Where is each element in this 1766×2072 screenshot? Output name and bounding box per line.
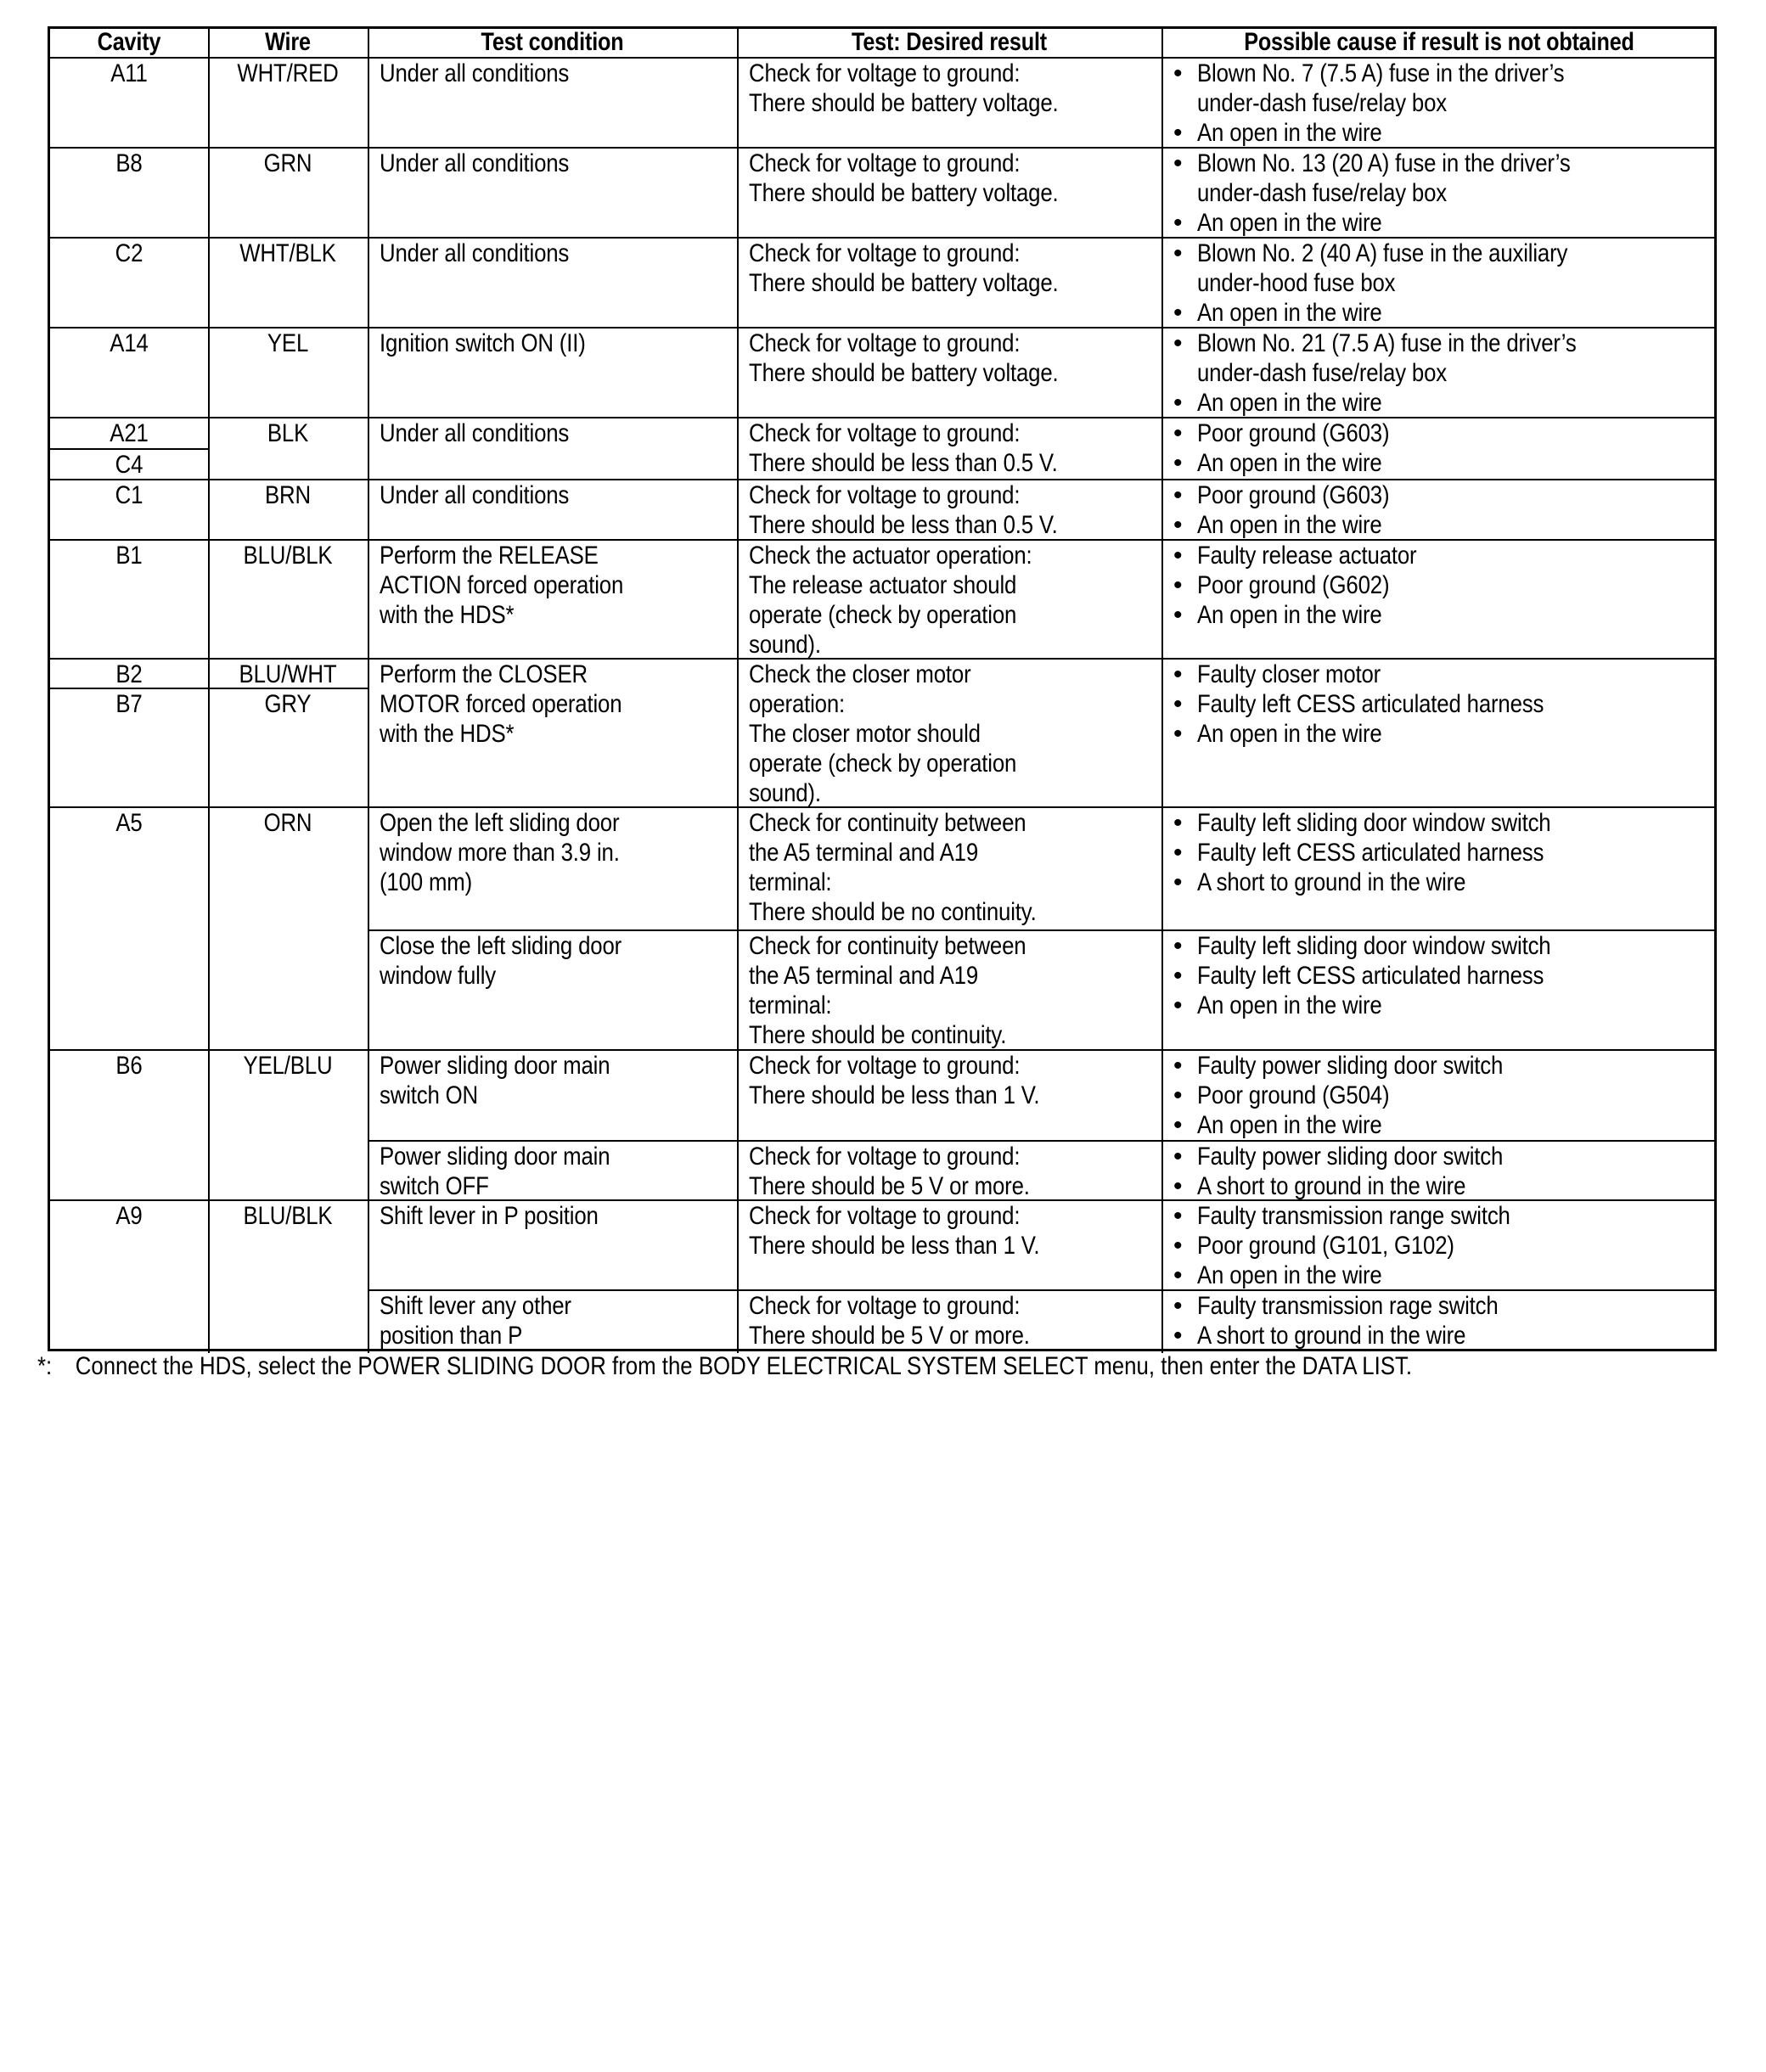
test-condition-text: Under all conditions [380, 239, 570, 267]
header-wire [208, 29, 368, 59]
column-divider [1161, 29, 1163, 1353]
possible-cause-list [1173, 59, 1717, 148]
possible-cause-text: under-dash fuse/relay box [1197, 89, 1448, 117]
possible-cause-list [1173, 239, 1717, 328]
possible-cause-list [1173, 931, 1717, 1020]
possible-cause-item [1173, 418, 1717, 448]
possible-cause-text: under-dash fuse/relay box [1197, 359, 1448, 387]
test-condition-text: Ignition switch ON (II) [380, 329, 586, 357]
possible-cause-item [1173, 480, 1717, 510]
test-condition-text: switch ON [380, 1081, 479, 1109]
possible-cause-text: Faulty closer motor [1197, 660, 1381, 688]
bullet-icon: • [1173, 1052, 1183, 1080]
possible-cause-item [1173, 1291, 1717, 1321]
cavity-label: B6 [115, 1052, 143, 1080]
possible-cause-cell [1173, 660, 1717, 808]
test-condition-text: MOTOR forced operation [380, 690, 622, 718]
possible-cause-text: Blown No. 21 (7.5 A) fuse in the driver’s [1197, 329, 1577, 357]
wire-cell [208, 239, 368, 328]
bullet-icon: • [1173, 809, 1183, 837]
footnote-text: Connect the HDS, select the POWER SLIDING DOOR from the BODY ELECTRICAL SYSTEM SELECT menu, then enter the DATA LIST. [75, 1352, 1413, 1380]
cavity-label: B7 [115, 690, 143, 718]
desired-result-text: There should be continuity. [749, 1021, 1007, 1049]
desired-result-text: Check for voltage to ground: [749, 59, 1021, 87]
wire-color-label: GRY [264, 690, 312, 718]
test-condition-cell [380, 808, 737, 931]
desired-result-text: Check for continuity between [749, 809, 1026, 837]
possible-cause-item [1173, 1110, 1717, 1140]
test-condition-cell [380, 660, 737, 808]
possible-cause-item [1173, 149, 1717, 208]
possible-cause-list [1173, 480, 1717, 540]
bullet-icon: • [1173, 299, 1183, 327]
possible-cause-cell [1173, 328, 1717, 418]
cavity-label: C1 [115, 481, 143, 509]
desired-result-text: operate (check by operation [749, 601, 1017, 629]
possible-cause-text: Poor ground (G603) [1197, 419, 1390, 447]
possible-cause-text: Faulty release actuator [1197, 542, 1417, 570]
possible-cause-text: Faulty transmission rage switch [1197, 1292, 1499, 1320]
possible-cause-list [1173, 328, 1717, 418]
possible-cause-list [1173, 1291, 1717, 1350]
cavity-label: B8 [115, 149, 143, 177]
possible-cause-text: An open in the wire [1197, 299, 1382, 327]
cavity-cell [50, 808, 208, 1051]
possible-cause-list [1173, 1201, 1717, 1290]
test-condition-cell [380, 1201, 737, 1291]
desired-result-text: sound). [749, 779, 821, 807]
cavity-label: B1 [115, 542, 143, 570]
bullet-icon: • [1173, 991, 1183, 1019]
bullet-icon: • [1173, 239, 1183, 267]
bullet-icon: • [1173, 481, 1183, 509]
possible-cause-item [1173, 719, 1717, 749]
desired-result-text: Check for voltage to ground: [749, 1052, 1021, 1080]
wire-color-label: BLK [267, 419, 309, 447]
header-desired-result-label: Test: Desired result [851, 28, 1048, 56]
test-condition-text: Under all conditions [380, 149, 570, 177]
test-condition-text: position than P [380, 1322, 523, 1350]
bullet-icon: • [1173, 868, 1183, 896]
bullet-icon: • [1173, 149, 1183, 177]
cavity-cell [50, 149, 208, 239]
test-condition-text: Shift lever in P position [380, 1202, 599, 1230]
possible-cause-item [1173, 388, 1717, 418]
possible-cause-cell [1173, 59, 1717, 149]
possible-cause-item [1173, 1321, 1717, 1350]
bullet-icon: • [1173, 720, 1183, 748]
possible-cause-text: Faulty transmission range switch [1197, 1202, 1510, 1230]
test-condition-cell [380, 239, 737, 328]
bullet-icon: • [1173, 1232, 1183, 1260]
header-possible-cause-label: Possible cause if result is not obtained [1244, 28, 1634, 56]
possible-cause-cell [1173, 480, 1717, 541]
possible-cause-text: Blown No. 13 (20 A) fuse in the driver’s [1197, 149, 1571, 177]
desired-result-cell [749, 328, 1161, 418]
possible-cause-item [1173, 808, 1717, 838]
possible-cause-list [1173, 418, 1717, 478]
wire-color-label: BLU/BLK [243, 1202, 333, 1230]
desired-result-cell [749, 1051, 1161, 1142]
test-condition-cell [380, 59, 737, 149]
test-condition-text: Under all conditions [380, 481, 570, 509]
desired-result-text: Check for voltage to ground: [749, 1292, 1021, 1320]
bullet-icon: • [1173, 119, 1183, 147]
desired-result-text: terminal: [749, 991, 832, 1019]
header-desired-result [737, 29, 1161, 59]
possible-cause-text: Poor ground (G602) [1197, 571, 1390, 599]
possible-cause-item [1173, 1051, 1717, 1081]
header-test-condition-label: Test condition [481, 28, 624, 56]
desired-result-cell [749, 1142, 1161, 1201]
cavity-cell [50, 1051, 208, 1201]
test-condition-text: Perform the CLOSER [380, 660, 588, 688]
possible-cause-item [1173, 328, 1717, 388]
desired-result-text: Check for voltage to ground: [749, 1202, 1021, 1230]
bullet-icon: • [1173, 1202, 1183, 1230]
desired-result-text: operation: [749, 690, 846, 718]
wire-cell [208, 418, 368, 480]
possible-cause-item [1173, 239, 1717, 298]
test-condition-text: Open the left sliding door [380, 809, 620, 837]
wire-cell [208, 149, 368, 239]
wire-cell [208, 480, 368, 541]
possible-cause-list [1173, 1051, 1717, 1140]
bullet-icon: • [1173, 389, 1183, 417]
cavity-label: A9 [115, 1202, 143, 1230]
bullet-icon: • [1173, 660, 1183, 688]
possible-cause-text: A short to ground in the wire [1197, 1322, 1466, 1350]
desired-result-text: There should be battery voltage. [749, 269, 1059, 297]
cavity-cell [50, 689, 208, 808]
wire-color-label: BLU/WHT [239, 660, 337, 688]
test-condition-text: Under all conditions [380, 419, 570, 447]
possible-cause-item [1173, 570, 1717, 600]
desired-result-cell [749, 149, 1161, 239]
desired-result-text: There should be 5 V or more. [749, 1322, 1030, 1350]
wire-color-label: WHT/RED [237, 59, 339, 87]
bullet-icon: • [1173, 839, 1183, 867]
bullet-icon: • [1173, 1322, 1183, 1350]
desired-result-text: There should be less than 0.5 V. [749, 449, 1058, 477]
cavity-cell [50, 418, 208, 450]
bullet-icon: • [1173, 1292, 1183, 1320]
desired-result-text: Check for voltage to ground: [749, 329, 1021, 357]
header-wire-label: Wire [265, 28, 311, 56]
possible-cause-text: Blown No. 2 (40 A) fuse in the auxiliary [1197, 239, 1568, 267]
possible-cause-item [1173, 1171, 1717, 1201]
test-condition-text: with the HDS* [380, 720, 515, 748]
test-condition-cell [380, 1051, 737, 1142]
desired-result-cell [749, 931, 1161, 1051]
possible-cause-item [1173, 118, 1717, 148]
header-possible-cause [1161, 29, 1717, 59]
possible-cause-text: Faulty left sliding door window switch [1197, 932, 1551, 960]
possible-cause-text: An open in the wire [1197, 601, 1382, 629]
possible-cause-item [1173, 689, 1717, 719]
possible-cause-item [1173, 991, 1717, 1020]
cavity-cell [50, 660, 208, 689]
possible-cause-cell [1173, 418, 1717, 480]
desired-result-text: the A5 terminal and A19 [749, 962, 979, 990]
possible-cause-cell [1173, 931, 1717, 1051]
possible-cause-cell [1173, 149, 1717, 239]
cavity-label: A21 [110, 419, 149, 447]
possible-cause-list [1173, 541, 1717, 630]
possible-cause-list [1173, 808, 1717, 897]
desired-result-text: operate (check by operation [749, 750, 1017, 778]
possible-cause-text: Poor ground (G603) [1197, 481, 1390, 509]
possible-cause-item [1173, 660, 1717, 689]
desired-result-cell [749, 660, 1161, 808]
possible-cause-cell [1173, 541, 1717, 660]
possible-cause-cell [1173, 239, 1717, 328]
cavity-label: A5 [115, 809, 143, 837]
possible-cause-cell [1173, 808, 1717, 931]
possible-cause-text: Faulty left CESS articulated harness [1197, 839, 1544, 867]
cavity-cell [50, 480, 208, 541]
bullet-icon: • [1173, 571, 1183, 599]
header-cavity-label: Cavity [97, 28, 161, 56]
desired-result-text: Check for voltage to ground: [749, 149, 1021, 177]
footnote [37, 1351, 1412, 1381]
possible-cause-item [1173, 298, 1717, 328]
wire-cell [208, 59, 368, 149]
desired-result-text: There should be less than 1 V. [749, 1232, 1040, 1260]
bullet-icon: • [1173, 209, 1183, 237]
test-condition-text: window fully [380, 962, 497, 990]
test-condition-text: Perform the RELEASE [380, 542, 599, 570]
test-condition-text: Under all conditions [380, 59, 570, 87]
footnote-marker: *: [37, 1352, 53, 1380]
test-condition-text: (100 mm) [380, 868, 473, 896]
possible-cause-text: An open in the wire [1197, 209, 1382, 237]
cavity-label: C4 [115, 450, 143, 479]
desired-result-text: Check for voltage to ground: [749, 419, 1021, 447]
desired-result-text: There should be less than 1 V. [749, 1081, 1040, 1109]
desired-result-text: There should be battery voltage. [749, 359, 1059, 387]
desired-result-text: Check the closer motor [749, 660, 971, 688]
possible-cause-item [1173, 838, 1717, 868]
wire-color-label: YEL [267, 329, 309, 357]
bullet-icon: • [1173, 962, 1183, 990]
desired-result-text: Check for voltage to ground: [749, 1143, 1021, 1171]
possible-cause-text: An open in the wire [1197, 449, 1382, 477]
test-condition-text: Power sliding door main [380, 1143, 610, 1171]
possible-cause-cell [1173, 1201, 1717, 1291]
desired-result-text: There should be battery voltage. [749, 179, 1059, 207]
test-condition-cell [380, 931, 737, 1051]
possible-cause-text: An open in the wire [1197, 720, 1382, 748]
test-condition-text: window more than 3.9 in. [380, 839, 620, 867]
test-condition-text: with the HDS* [380, 601, 515, 629]
cavity-label: B2 [115, 660, 143, 688]
cavity-cell [50, 1201, 208, 1353]
desired-result-text: terminal: [749, 868, 832, 896]
test-condition-cell [380, 1291, 737, 1353]
test-condition-cell [380, 480, 737, 541]
bullet-icon: • [1173, 932, 1183, 960]
desired-result-text: The release actuator should [749, 571, 1017, 599]
possible-cause-text: Poor ground (G101, G102) [1197, 1232, 1454, 1260]
desired-result-cell [749, 1291, 1161, 1353]
possible-cause-list [1173, 660, 1717, 749]
cavity-cell [50, 328, 208, 418]
possible-cause-item [1173, 1142, 1717, 1171]
possible-cause-item [1173, 931, 1717, 961]
possible-cause-text: Blown No. 7 (7.5 A) fuse in the driver’s [1197, 59, 1565, 87]
desired-result-text: There should be 5 V or more. [749, 1172, 1030, 1200]
test-condition-text: Close the left sliding door [380, 932, 622, 960]
possible-cause-text: Poor ground (G504) [1197, 1081, 1390, 1109]
possible-cause-text: An open in the wire [1197, 1111, 1382, 1139]
possible-cause-item [1173, 1231, 1717, 1261]
desired-result-cell [749, 541, 1161, 660]
wire-color-label: GRN [263, 149, 312, 177]
possible-cause-item [1173, 448, 1717, 478]
bullet-icon: • [1173, 59, 1183, 87]
desired-result-cell [749, 480, 1161, 541]
desired-result-cell [749, 1201, 1161, 1291]
bullet-icon: • [1173, 1081, 1183, 1109]
possible-cause-item [1173, 1081, 1717, 1110]
possible-cause-text: An open in the wire [1197, 991, 1382, 1019]
possible-cause-list [1173, 149, 1717, 238]
wire-cell [208, 541, 368, 660]
possible-cause-text: An open in the wire [1197, 119, 1382, 147]
possible-cause-item [1173, 59, 1717, 118]
bullet-icon: • [1173, 690, 1183, 718]
cavity-cell [50, 239, 208, 328]
cavity-cell [50, 59, 208, 149]
possible-cause-item [1173, 541, 1717, 570]
desired-result-text: The closer motor should [749, 720, 981, 748]
desired-result-text: There should be no continuity. [749, 898, 1037, 926]
wire-cell [208, 808, 368, 1051]
possible-cause-text: Faulty power sliding door switch [1197, 1143, 1504, 1171]
test-condition-text: ACTION forced operation [380, 571, 624, 599]
wire-color-label: BRN [265, 481, 311, 509]
cavity-label: C2 [115, 239, 143, 267]
column-divider [368, 29, 369, 1353]
test-condition-cell [380, 328, 737, 418]
desired-result-cell [749, 808, 1161, 931]
possible-cause-text: under-dash fuse/relay box [1197, 179, 1448, 207]
desired-result-text: sound). [749, 631, 821, 659]
possible-cause-text: Faulty left CESS articulated harness [1197, 690, 1544, 718]
test-condition-cell [380, 149, 737, 239]
troubleshooting-table [48, 26, 1717, 1351]
test-condition-text: Power sliding door main [380, 1052, 610, 1080]
desired-result-text: Check for continuity between [749, 932, 1026, 960]
test-condition-text: Shift lever any other [380, 1292, 571, 1320]
desired-result-text: Check for voltage to ground: [749, 481, 1021, 509]
bullet-icon: • [1173, 1111, 1183, 1139]
possible-cause-item [1173, 600, 1717, 630]
possible-cause-item [1173, 1201, 1717, 1231]
header-test-condition [368, 29, 737, 59]
possible-cause-text: Faulty left CESS articulated harness [1197, 962, 1544, 990]
column-divider [737, 29, 739, 1353]
possible-cause-item [1173, 961, 1717, 991]
desired-result-text: There should be less than 0.5 V. [749, 511, 1058, 539]
possible-cause-item [1173, 510, 1717, 540]
cavity-cell [50, 450, 208, 481]
bullet-icon: • [1173, 419, 1183, 447]
bullet-icon: • [1173, 601, 1183, 629]
wire-color-label: ORN [263, 809, 312, 837]
possible-cause-list [1173, 1142, 1717, 1201]
desired-result-text: the A5 terminal and A19 [749, 839, 979, 867]
bullet-icon: • [1173, 1143, 1183, 1171]
bullet-icon: • [1173, 1261, 1183, 1289]
bullet-icon: • [1173, 449, 1183, 477]
desired-result-text: Check the actuator operation: [749, 542, 1032, 570]
wire-cell [208, 660, 368, 689]
desired-result-text: Check for voltage to ground: [749, 239, 1021, 267]
wire-cell [208, 328, 368, 418]
desired-result-text: There should be battery voltage. [749, 89, 1059, 117]
possible-cause-cell [1173, 1051, 1717, 1142]
bullet-icon: • [1173, 542, 1183, 570]
possible-cause-text: A short to ground in the wire [1197, 1172, 1466, 1200]
wire-color-label: WHT/BLK [239, 239, 336, 267]
wire-color-label: YEL/BLU [243, 1052, 333, 1080]
possible-cause-item [1173, 1261, 1717, 1290]
desired-result-cell [749, 59, 1161, 149]
bullet-icon: • [1173, 511, 1183, 539]
test-condition-cell [380, 1142, 737, 1201]
wire-color-label: BLU/BLK [243, 542, 333, 570]
possible-cause-text: under-hood fuse box [1197, 269, 1396, 297]
possible-cause-text: An open in the wire [1197, 389, 1382, 417]
possible-cause-text: Faulty power sliding door switch [1197, 1052, 1504, 1080]
cavity-cell [50, 541, 208, 660]
wire-cell [208, 1201, 368, 1353]
test-condition-cell [380, 541, 737, 660]
desired-result-cell [749, 239, 1161, 328]
possible-cause-item [1173, 208, 1717, 238]
possible-cause-item [1173, 868, 1717, 897]
cavity-label: A11 [110, 59, 148, 87]
possible-cause-text: Faulty left sliding door window switch [1197, 809, 1551, 837]
bullet-icon: • [1173, 1172, 1183, 1200]
test-condition-text: switch OFF [380, 1172, 489, 1200]
possible-cause-text: An open in the wire [1197, 1261, 1382, 1289]
possible-cause-cell [1173, 1142, 1717, 1201]
header-cavity [50, 29, 208, 59]
cavity-label: A14 [110, 329, 149, 357]
desired-result-cell [749, 418, 1161, 480]
bullet-icon: • [1173, 329, 1183, 357]
test-condition-cell [380, 418, 737, 480]
possible-cause-cell [1173, 1291, 1717, 1353]
wire-cell [208, 689, 368, 808]
wire-cell [208, 1051, 368, 1201]
possible-cause-text: A short to ground in the wire [1197, 868, 1466, 896]
possible-cause-text: An open in the wire [1197, 511, 1382, 539]
